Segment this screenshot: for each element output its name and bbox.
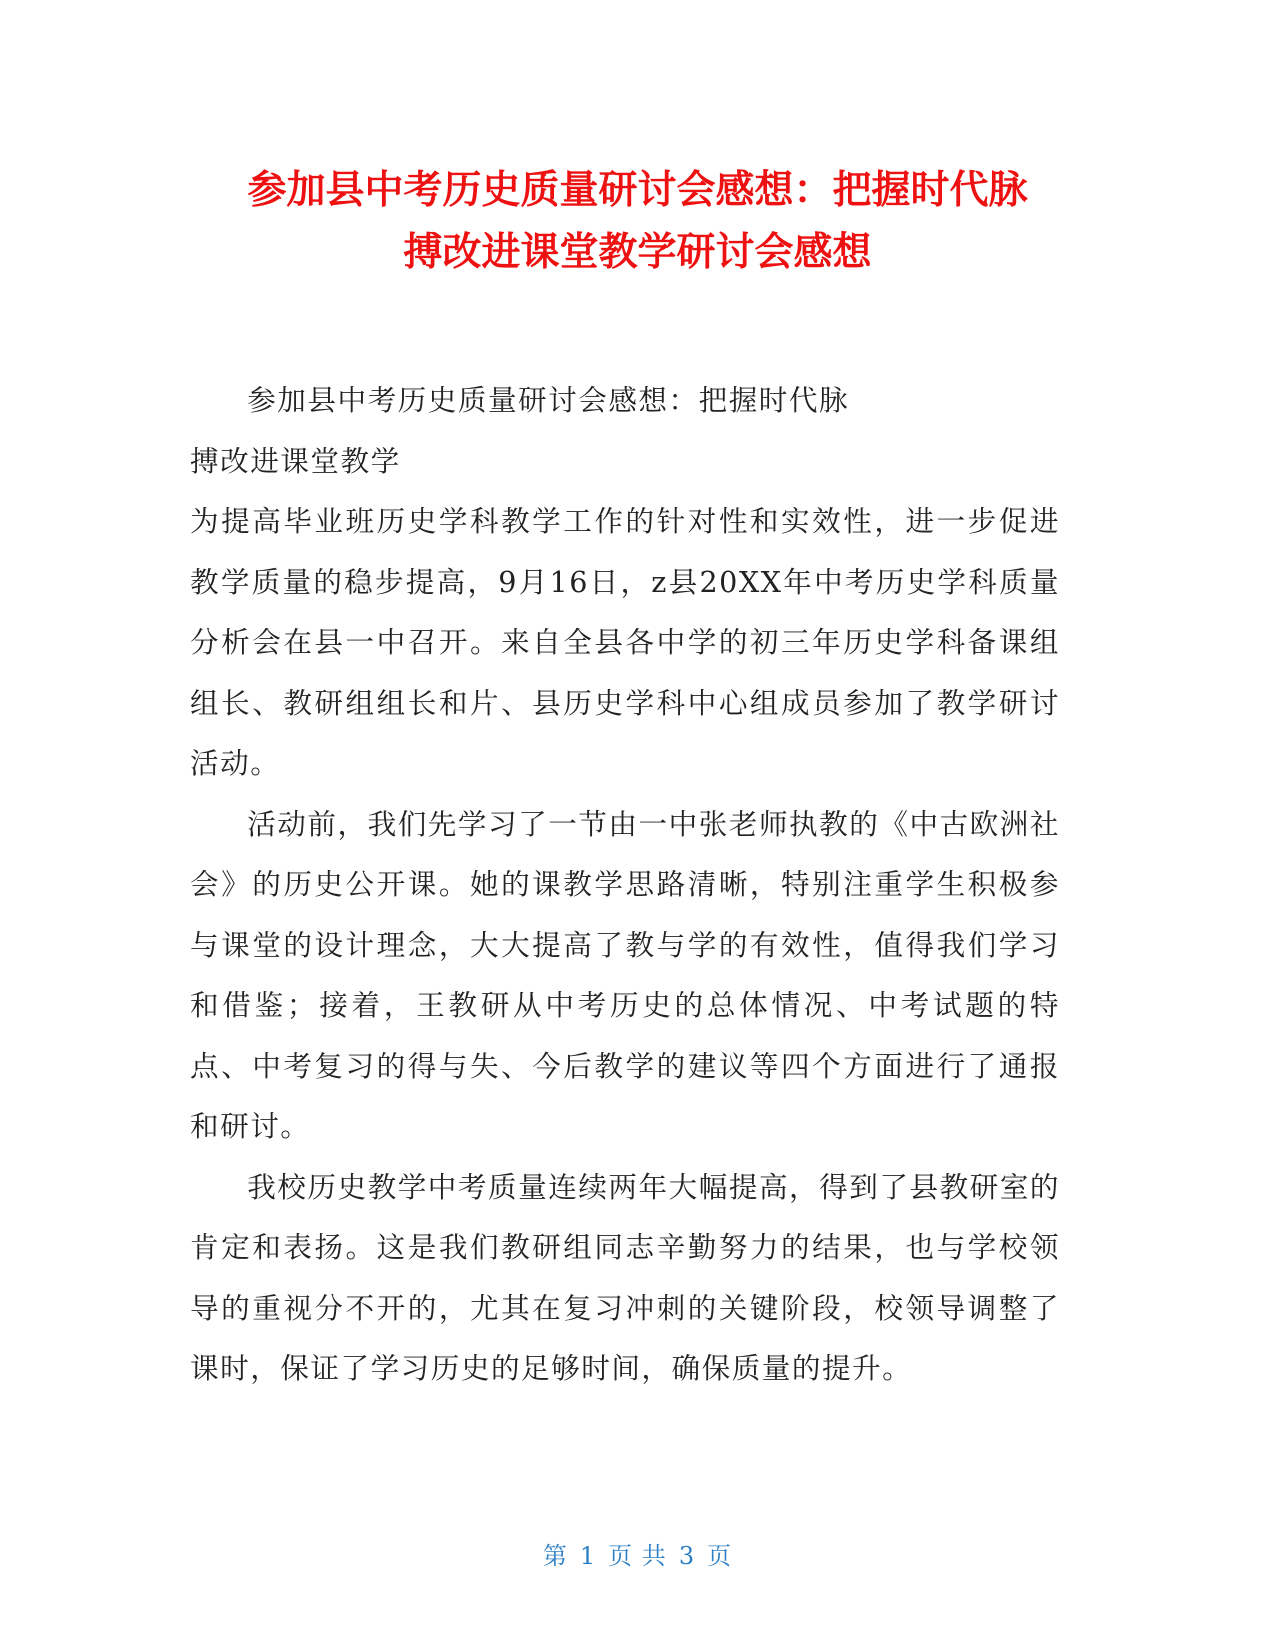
subtitle-line-2: 搏改进课堂教学 bbox=[190, 443, 401, 478]
title-line-2: 搏改进课堂教学研讨会感想 bbox=[403, 230, 872, 275]
footer-total-pages: 3 bbox=[678, 1542, 696, 1570]
document-body bbox=[190, 370, 1060, 1399]
footer-middle: 页 共 bbox=[608, 1542, 667, 1570]
footer-current-page: 1 bbox=[579, 1542, 597, 1570]
paragraph-1: 为提高毕业班历史学科教学工作的针对性和实效性，进一步促进教学质量的稳步提高，9月16日，z县20XX年中考历史学科质量分析会在县一中召开。来自全县各中学的初三年历史学科备课组组长、教研组组长和片、县历史学科中心组成员参加了教学研讨活动。 bbox=[190, 504, 1060, 780]
paragraph-2: 活动前，我们先学习了一节由一中张老师执教的《中古欧洲社会》的历史公开课。她的课教学思路清晰，特别注重学生积极参与课堂的设计理念，大大提高了教与学的有效性，值得我们学习和借鉴；接着，王教研从中考历史的总体情况、中考试题的特点、中考复习的得与失、今后教学的建议等四个方面进行了通报和研讨。 bbox=[190, 806, 1060, 1143]
title-line-1: 参加县中考历史质量研讨会感想：把握时代脉 bbox=[247, 168, 1028, 213]
footer-prefix: 第 bbox=[542, 1542, 568, 1570]
page-footer bbox=[0, 1536, 1275, 1571]
document-title bbox=[120, 160, 1155, 284]
footer-suffix: 页 bbox=[707, 1542, 733, 1570]
subtitle-line-1: 参加县中考历史质量研讨会感想：把握时代脉 bbox=[247, 383, 850, 417]
paragraph-3: 我校历史教学中考质量连续两年大幅提高，得到了县教研室的肯定和表扬。这是我们教研组同志辛勤努力的结果，也与学校领导的重视分不开的，尤其在复习冲刺的关键阶段，校领导调整了课时，保证了学习历史的足够时间，确保质量的提升。 bbox=[190, 1169, 1060, 1385]
